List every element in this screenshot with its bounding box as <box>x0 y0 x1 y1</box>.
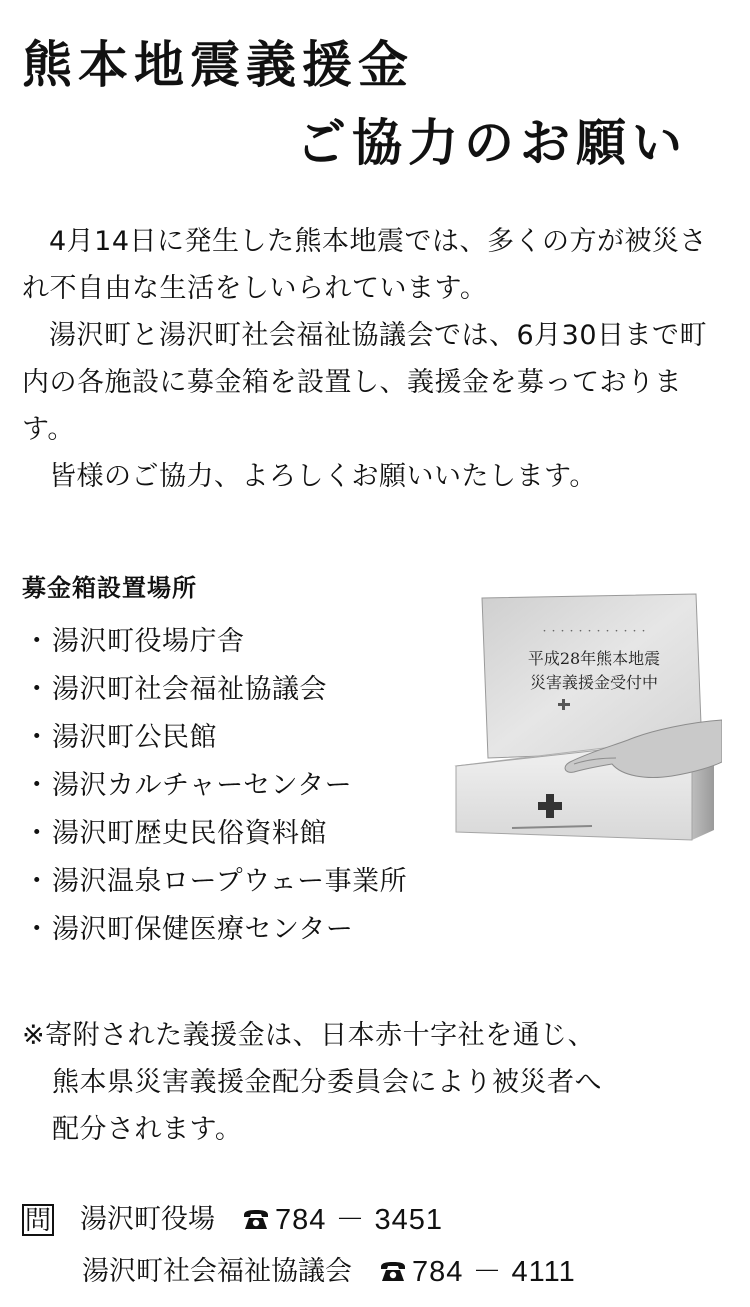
title-line-1: 熊本地震義援金 <box>22 35 414 94</box>
contact-row <box>22 1246 576 1298</box>
intro-text <box>22 218 732 500</box>
list-item <box>22 714 407 762</box>
location-name: 湯沢町保健医療センター <box>52 914 354 945</box>
small-cross-icon-vertical <box>562 699 565 710</box>
location-name: 湯沢町公民館 <box>52 722 217 753</box>
box-label-line-1: 平成28年熊本地震 <box>527 649 661 668</box>
location-name: 湯沢町役場庁舎 <box>52 626 245 657</box>
note-line-3: 配分されます。 <box>52 1114 243 1145</box>
donation-box-photo <box>452 590 722 846</box>
intro-paragraph-2: 湯沢町と湯沢町社会福祉協議会では、6月30日まで町内の各施設に募金箱を設置し、義援金を募っております。 <box>22 320 708 445</box>
bullet: ・ <box>23 818 51 849</box>
location-list <box>22 618 407 954</box>
telephone-icon <box>243 1209 269 1231</box>
box-label-line-2: 災害義援金受付中 <box>529 673 659 692</box>
inquiry-mark: 問 <box>22 1204 54 1236</box>
list-item <box>22 666 407 714</box>
distribution-note <box>22 1012 602 1153</box>
bullet: ・ <box>23 914 51 945</box>
bullet: ・ <box>23 770 51 801</box>
bullet: ・ <box>23 722 51 753</box>
location-name: 湯沢カルチャーセンター <box>52 770 353 801</box>
phone-number: 784 － 3451 <box>275 1204 444 1236</box>
intro-paragraph-1: 4月14日に発生した熊本地震では、多くの方が被災され不自由な生活をしいられています。 <box>22 226 708 304</box>
note-line-1: ※寄附された義援金は、日本赤十字社を通じ、 <box>22 1020 596 1051</box>
contact-organization: 湯沢町社会福祉協議会 <box>82 1256 352 1287</box>
list-item <box>22 810 407 858</box>
list-item <box>22 906 407 954</box>
location-name: 湯沢町社会福祉協議会 <box>52 674 327 705</box>
bullet: ・ <box>23 866 51 897</box>
list-item <box>22 618 407 666</box>
phone-number: 784 － 4111 <box>412 1256 576 1288</box>
bullet: ・ <box>23 626 51 657</box>
note-line-2: 熊本県災害義援金配分委員会により被災者へ <box>52 1067 602 1098</box>
signboard-small-text: ・・・・・・・・・・・・ <box>539 627 649 637</box>
list-item <box>22 762 407 810</box>
contact-organization: 湯沢町役場 <box>80 1204 215 1235</box>
locations-heading: 募金箱設置場所 <box>22 574 197 602</box>
contact-info <box>22 1194 576 1298</box>
red-cross-icon-vertical <box>546 794 554 818</box>
title-line-2: ご協力のお願い <box>296 113 688 172</box>
location-name: 湯沢温泉ロープウェー事業所 <box>52 866 408 897</box>
intro-paragraph-3: 皆様のご協力、よろしくお願いいたします。 <box>49 461 597 492</box>
telephone-icon <box>380 1261 406 1283</box>
contact-row <box>22 1194 576 1246</box>
location-name: 湯沢町歴史民俗資料館 <box>52 818 327 849</box>
bullet: ・ <box>23 674 51 705</box>
list-item <box>22 858 407 906</box>
